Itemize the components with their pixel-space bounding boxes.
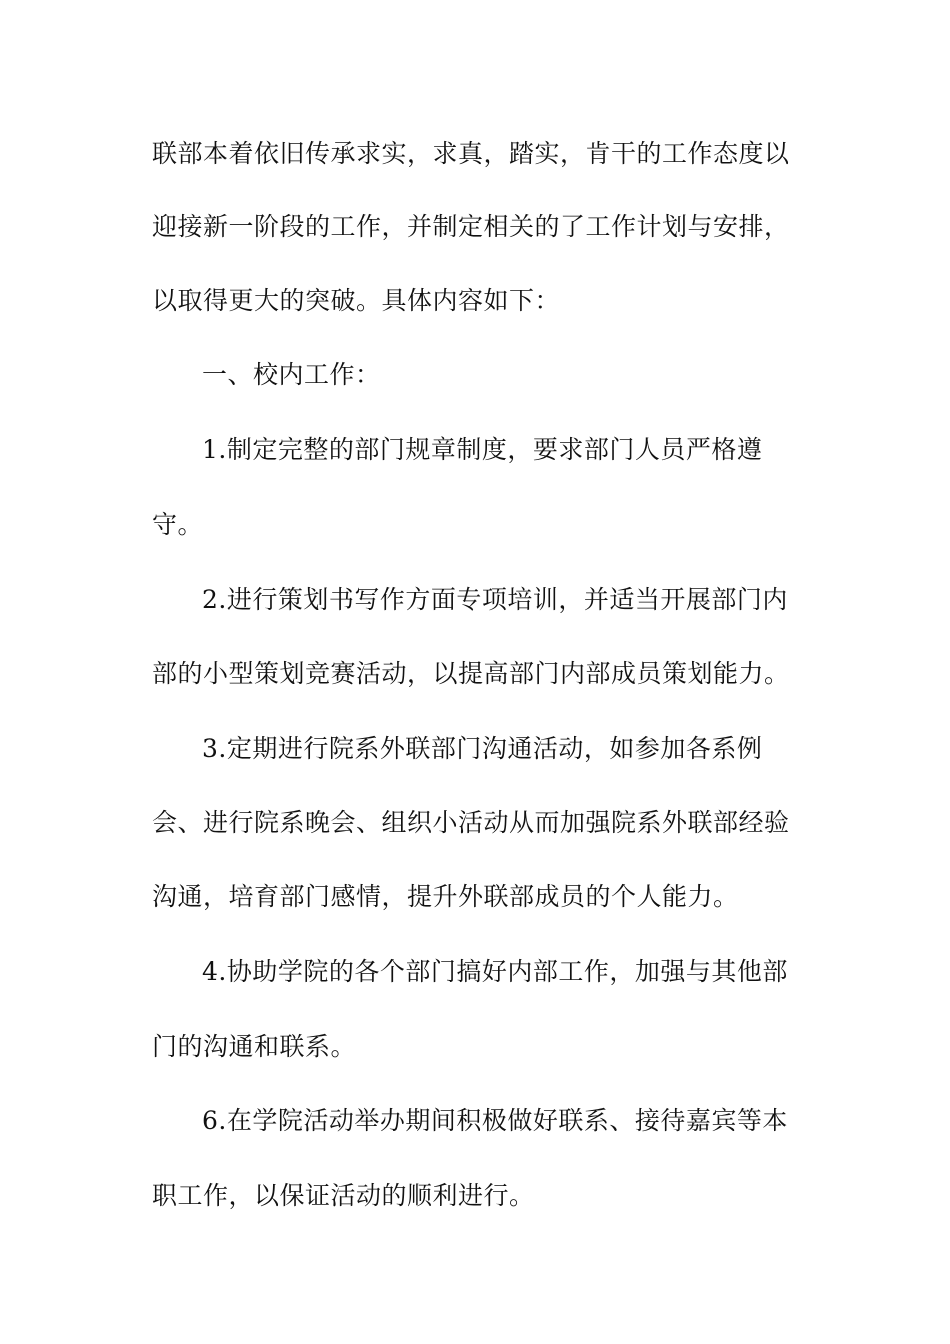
body-text-line: 联部本着依旧传承求实，求真，踏实，肯干的工作态度以 xyxy=(152,139,790,168)
list-item-3-continuation: 会、进行院系晚会、组织小活动从而加强院系外联部经验 xyxy=(152,808,790,837)
body-text-line: 迎接新一阶段的工作，并制定相关的了工作计划与安排， xyxy=(152,212,790,241)
list-item-4-continuation: 门的沟通和联系。 xyxy=(152,1032,357,1061)
list-item-2-continuation: 部的小型策划竞赛活动，以提高部门内部成员策划能力。 xyxy=(152,659,790,688)
section-heading: 一、校内工作： xyxy=(202,360,381,389)
list-item-3: 3.定期进行院系外联部门沟通活动，如参加各系例 xyxy=(202,734,763,763)
list-item-4: 4.协助学院的各个部门搞好内部工作，加强与其他部 xyxy=(202,957,788,986)
list-item-3-continuation: 沟通，培育部门感情，提升外联部成员的个人能力。 xyxy=(152,882,739,911)
list-item-1-continuation: 守。 xyxy=(152,510,204,539)
list-item-6-continuation: 职工作，以保证活动的顺利进行。 xyxy=(152,1181,535,1210)
list-item-1: 1.制定完整的部门规章制度，要求部门人员严格遵 xyxy=(202,435,763,464)
list-item-2: 2.进行策划书写作方面专项培训，并适当开展部门内 xyxy=(202,585,788,614)
list-item-6: 6.在学院活动举办期间积极做好联系、接待嘉宾等本 xyxy=(202,1106,788,1135)
body-text-line: 以取得更大的突破。具体内容如下： xyxy=(152,286,561,315)
